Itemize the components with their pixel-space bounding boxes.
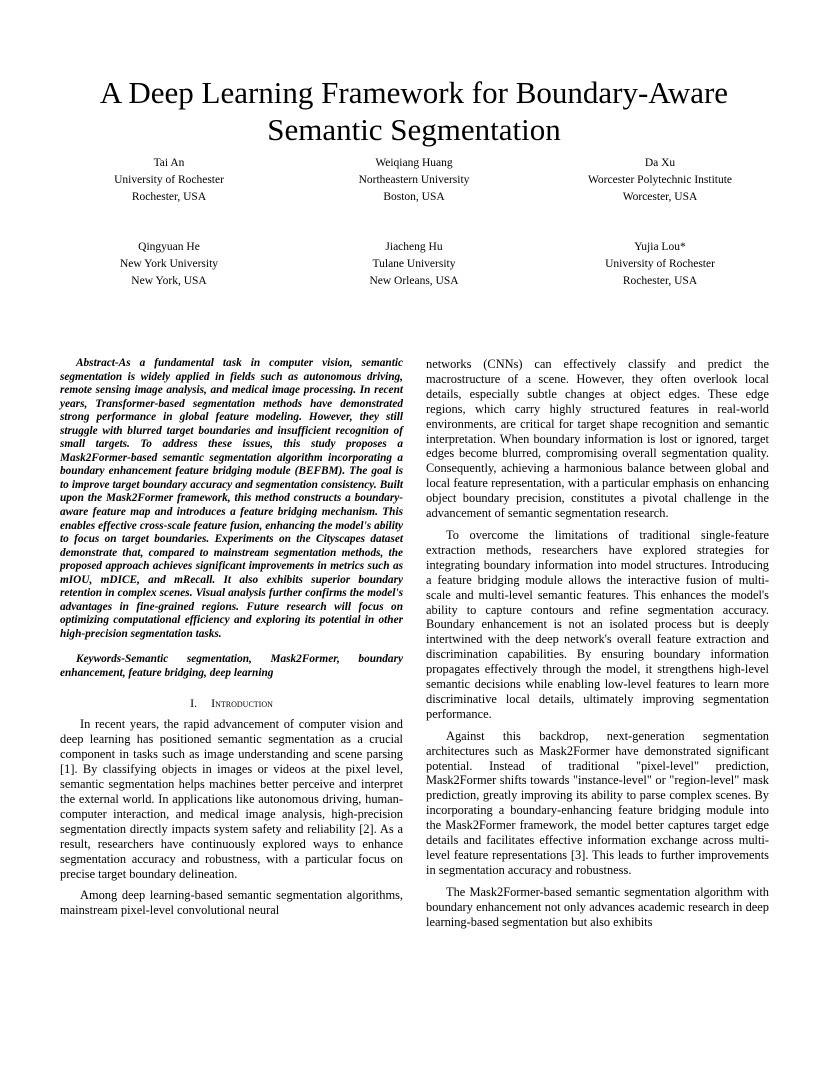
author-location: New York, USA bbox=[131, 275, 207, 287]
author-name: Da Xu bbox=[644, 157, 676, 169]
left-column bbox=[60, 357, 403, 925]
author-affiliation: University of Rochester bbox=[114, 174, 224, 186]
author-block bbox=[299, 155, 529, 206]
paper-title: A Deep Learning Framework for Boundary-Aware Semantic Segmentation bbox=[99, 75, 729, 147]
author-name: Qingyuan He bbox=[138, 241, 200, 253]
author-block bbox=[545, 239, 775, 290]
body-paragraph: Among deep learning-based semantic segmentation algorithms, mainstream pixel-level convolutional neural bbox=[60, 888, 403, 918]
author-name: Tai An bbox=[153, 157, 185, 169]
author-affiliation: University of Rochester bbox=[605, 258, 715, 270]
author-affiliation: Worcester Polytechnic Institute bbox=[587, 174, 733, 186]
author-block bbox=[54, 155, 284, 206]
author-name: Weiqiang Huang bbox=[375, 157, 453, 169]
abstract: Abstract-As a fundamental task in computer vision, semantic segmentation is widely applied in fields such as autonomous driving, remote sensing image analysis, and medical image processing. In recent years, Transformer-based segmentation methods have demonstrated strong performance in global feature modeling. However, they still struggle with blurred target boundaries and insufficient recognition of small targets. To address these issues, this study proposes a Mask2Former-based semantic segmentation algorithm incorporating a boundary enhancement feature bridging module (BEFBM). The goal is to improve target boundary accuracy and segmentation consistency. Built upon the Mask2Former framework, this method constructs a boundary-aware feature map and introduces a feature bridging mechanism. This enables effective cross-scale feature fusion, enhancing the model's ability to focus on target boundaries. Experiments on the Cityscapes dataset demonstrate that, compared to mainstream segmentation methods, the proposed approach achieves significant improvements in metrics such as mIOU, mDICE, and mRecall. It also exhibits superior boundary retention in complex scenes. Visual analysis further confirms the model's advantages in fine-grained regions. Future research will focus on optimizing computational efficiency and exploring its potential in other high-precision segmentation tasks. bbox=[60, 357, 403, 640]
author-block bbox=[54, 239, 284, 290]
author-location: Worcester, USA bbox=[622, 191, 698, 203]
author-affiliation: New York University bbox=[119, 258, 219, 270]
author-location: New Orleans, USA bbox=[369, 275, 459, 287]
author-block bbox=[545, 155, 775, 206]
author-affiliation: Northeastern University bbox=[358, 174, 470, 186]
body-paragraph: To overcome the limitations of traditional single-feature extraction methods, researchers have explored strategies for integrating boundary information into model structures. Introducing a feature bridging module allows the interactive fusion of multi-scale and multi-level semantic features. This enhances the model's ability to capture contours and refine segmentation accuracy. Boundary enhancement is not an isolated process but is deeply intertwined with the deep network's overall feature extraction and discrimination capabilities. By ensuring boundary information propagates effectively through the model, it strengthens high-level semantic decisions while enabling low-level features to learn more discriminative local details, ultimately improving segmentation performance. bbox=[426, 527, 769, 721]
author-name: Yujia Lou* bbox=[634, 241, 686, 253]
author-location: Rochester, USA bbox=[131, 191, 207, 203]
right-column bbox=[426, 357, 769, 937]
author-location: Rochester, USA bbox=[622, 275, 698, 287]
author-block bbox=[299, 239, 529, 290]
body-paragraph: In recent years, the rapid advancement of computer vision and deep learning has positioned semantic segmentation as a crucial component in tasks such as image understanding and scene parsing [1]. By classifying objects in images or videos at the pixel level, semantic segmentation helps machines better perceive and interpret the external world. In applications like autonomous driving, human-computer interaction, and medical image analysis, high-precision segmentation directly impacts system safety and reliability [2]. As a result, researchers have continuously explored ways to enhance segmentation accuracy and robustness, with a particular focus on precise target boundary delineation. bbox=[60, 717, 403, 881]
author-affiliation: Tulane University bbox=[372, 258, 456, 270]
keywords: Keywords-Semantic segmentation, Mask2Former, boundary enhancement, feature bridging, deep learning bbox=[60, 653, 403, 680]
author-name: Jiacheng Hu bbox=[385, 241, 443, 253]
author-location: Boston, USA bbox=[383, 191, 445, 203]
body-paragraph: The Mask2Former-based semantic segmentation algorithm with boundary enhancement not only advances academic research in deep learning-based segmentation but also exhibits bbox=[426, 884, 769, 929]
body-paragraph: networks (CNNs) can effectively classify and predict the macrostructure of a scene. However, they often overlook local details, especially subtle changes at object edges. These edge regions, which carry highly structured features in real-world environments, are critical for target shape recognition and semantic interpretation. When boundary information is lost or ignored, target edges become blurred, compromising overall segmentation quality. Consequently, achieving a harmonious balance between global and local feature representation, with a particular emphasis on enhancing object boundary precision, constitutes a pivotal challenge in the advancement of semantic segmentation research. bbox=[426, 357, 769, 521]
section-heading bbox=[60, 696, 403, 711]
section-title: Introduction bbox=[211, 696, 273, 711]
section-number: I. bbox=[190, 696, 198, 711]
body-paragraph: Against this backdrop, next-generation segmentation architectures such as Mask2Former have demonstrated significant potential. Instead of traditional "pixel-level" prediction, Mask2Former shifts towards "instance-level" or "region-level" mask prediction, greatly improving its ability to parse complex scenes. By incorporating a boundary-enhancing feature bridging module into the Mask2Former framework, the model better captures target edge details and facilitates effective information exchange across multi-level feature representations [3]. This leads to further improvements in segmentation accuracy and robustness. bbox=[426, 728, 769, 877]
